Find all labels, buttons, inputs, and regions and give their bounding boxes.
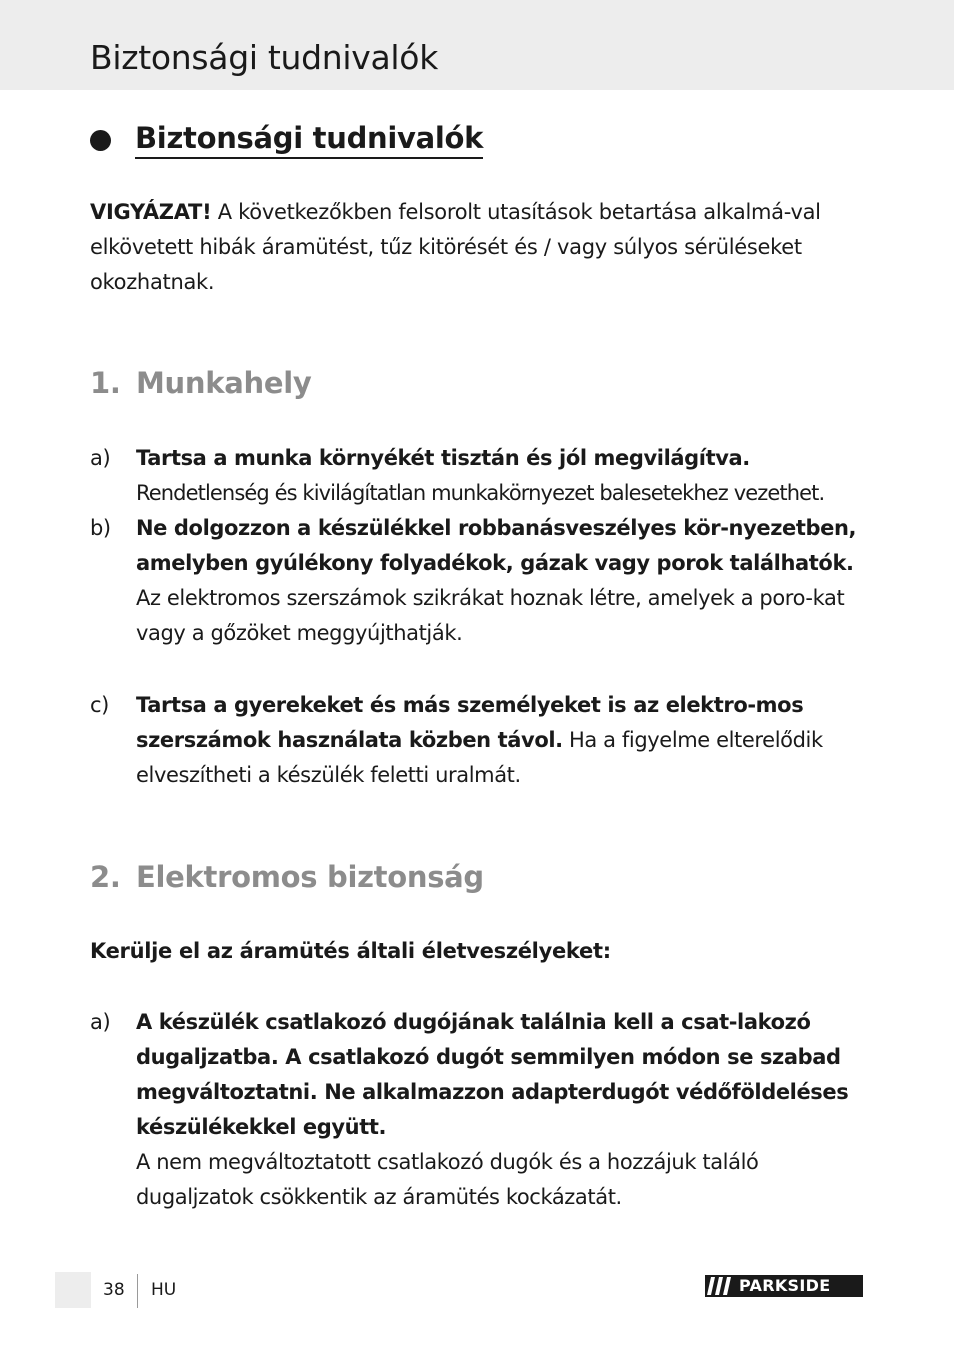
section-number: 1. (90, 366, 121, 400)
main-title-row (90, 118, 483, 162)
item-lead: Tartsa a gyerekeket és más személyeket is az elektro-mos szerszámok használata közben távol. (136, 693, 804, 752)
section-intro: Kerülje el az áramütés általi életveszélyeket: (90, 939, 611, 963)
language-code: HU (151, 1280, 177, 1300)
footer-divider (137, 1274, 138, 1308)
item-marker: c) (90, 693, 109, 717)
page-header-title: Biztonsági tudnivalók (90, 38, 438, 77)
warning-paragraph (90, 195, 865, 300)
item-desc: Az elektromos szerszámok szikrákat hoznak létre, amelyek a poro-kat vagy a gőzöket meggyújthatják. (136, 586, 845, 645)
item-marker: a) (90, 1010, 111, 1034)
brand-name: PARKSIDE (739, 1276, 831, 1295)
item-lead: Ne dolgozzon a készülékkel robbanásveszélyes kör-nyezetben, amelyben gyúlékony folyadékok, gázak vagy porok találhatók. (136, 516, 857, 575)
warning-text: A következőkben felsorolt utasítások betartása alkalmá-val elkövetett hibák áramütést, tűz kitörését és / vagy súlyos sérüléseket okozhatnak. (90, 200, 821, 294)
item-desc: Rendetlenség és kivilágítatlan munkakörnyezet balesetekhez vezethet. (136, 481, 825, 505)
item-lead: Tartsa a munka környékét tisztán és jól megvilágítva. (136, 446, 750, 470)
item-lead: A készülék csatlakozó dugójának találnia kell a csat-lakozó dugaljzatba. A csatlakozó dugót semmilyen módon se szabad megváltoztatni. Ne alkalmazzon adapterdugót védőföldeléses készülékekkel együtt. (136, 1010, 849, 1139)
section-heading-munkahely (90, 366, 311, 400)
section-number: 2. (90, 860, 121, 894)
section-heading-elektromos-biztonsag (90, 860, 484, 894)
section-title: Munkahely (136, 366, 312, 400)
list-item (90, 1005, 865, 1215)
bullet-icon (90, 130, 111, 151)
item-desc: A nem megváltoztatott csatlakozó dugók és a hozzájuk találó dugaljzatok csökkentik az áramütés kockázatát. (136, 1150, 759, 1209)
section-title: Elektromos biztonság (136, 860, 484, 894)
list-item (90, 688, 865, 793)
warning-label: VIGYÁZAT! (90, 200, 212, 224)
page-number: 38 (103, 1280, 125, 1300)
footer-box (55, 1272, 91, 1308)
logo-stripes-icon (705, 1275, 739, 1297)
list-item (90, 511, 865, 651)
item-marker: b) (90, 516, 111, 540)
list-item (90, 441, 865, 511)
main-title: Biztonsági tudnivalók (135, 121, 483, 159)
item-desc: Ha a figyelme elterelődik elveszítheti a készülék feletti uralmát. (136, 728, 823, 787)
brand-logo (705, 1275, 863, 1297)
item-marker: a) (90, 446, 111, 470)
